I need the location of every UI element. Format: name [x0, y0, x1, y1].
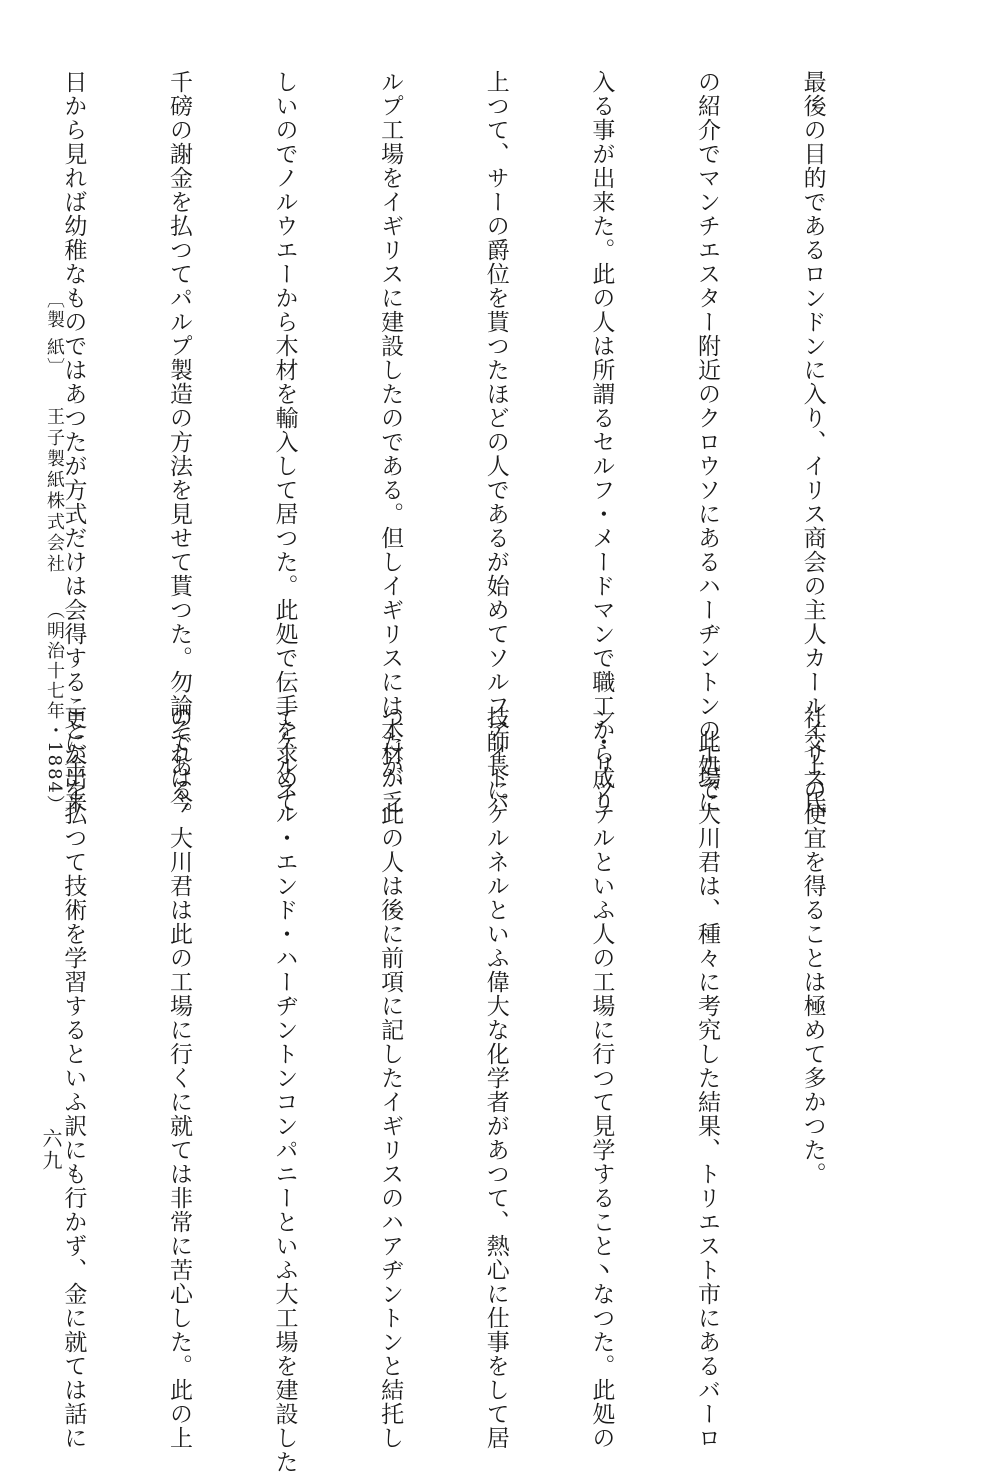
publisher-name: 王子製紙株式会社 [44, 407, 65, 576]
text-column: 日から見れば幼稚なものではあつたが方式だけは会得することが出来 [60, 70, 87, 814]
text-column: つたが、此の人は後に前項に記したイギリスのハアヂントンと結托し [377, 706, 404, 1450]
page-number: 六九 [39, 1128, 63, 1172]
text-column: ン・リツテルといふ人の工場に行つて見学すること丶なつた。此処の [588, 706, 615, 1450]
text-column: 技師長にケルネルといふ偉大な化学者があつて、熱心に仕事をして居 [482, 706, 509, 1450]
running-footer [42, 290, 66, 815]
text-column: の紹介でマンチエスター附近のクロウソにあるハーヂントンの工場に [693, 70, 720, 814]
text-column: 入る事が出来た。此の人は所謂るセルフ・メードマンで職工から成り [588, 70, 615, 814]
text-block-lower [60, 706, 900, 1474]
text-column: のである。大川君は此の工場に行くに就ては非常に苦心した。此の上 [165, 706, 192, 1450]
text-column: 社交上の便宜を得ることは極めて多かつた。 [799, 706, 826, 1186]
text-column: 上つて、サーの爵位を貰つたほどの人であるが始めてソルフアイトパ [482, 70, 509, 814]
text-column: 千磅の謝金を払つてパルプ製造の方法を見せて貰つた。勿論それは今 [165, 70, 192, 814]
text-block-upper [60, 70, 900, 814]
section-label: 〔製 紙〕 [44, 290, 65, 378]
text-column: 最後の目的であるロンドンに入り、イリス商会の主人カールイリス氏 [799, 70, 826, 814]
era-label: （明治十七年・1884） [44, 601, 65, 816]
text-column: 此処で大川君は、種々に考究した結果、トリエスト市にあるバーロ [693, 706, 720, 1450]
text-column: ルプ工場をイギリスに建設したのである。但しイギリスには木材が乏 [377, 70, 404, 814]
text-column: 更に金を払つて技術を学習するといふ訳にも行かず、金に就ては話に [60, 706, 87, 1450]
text-column: しいのでノルウエーから木材を輸入して居つた。此処で伝手を求めて [271, 70, 298, 814]
text-column: てケルネル・エンド・ハーヂントンコンパニーといふ大工場を建設した [271, 706, 298, 1474]
